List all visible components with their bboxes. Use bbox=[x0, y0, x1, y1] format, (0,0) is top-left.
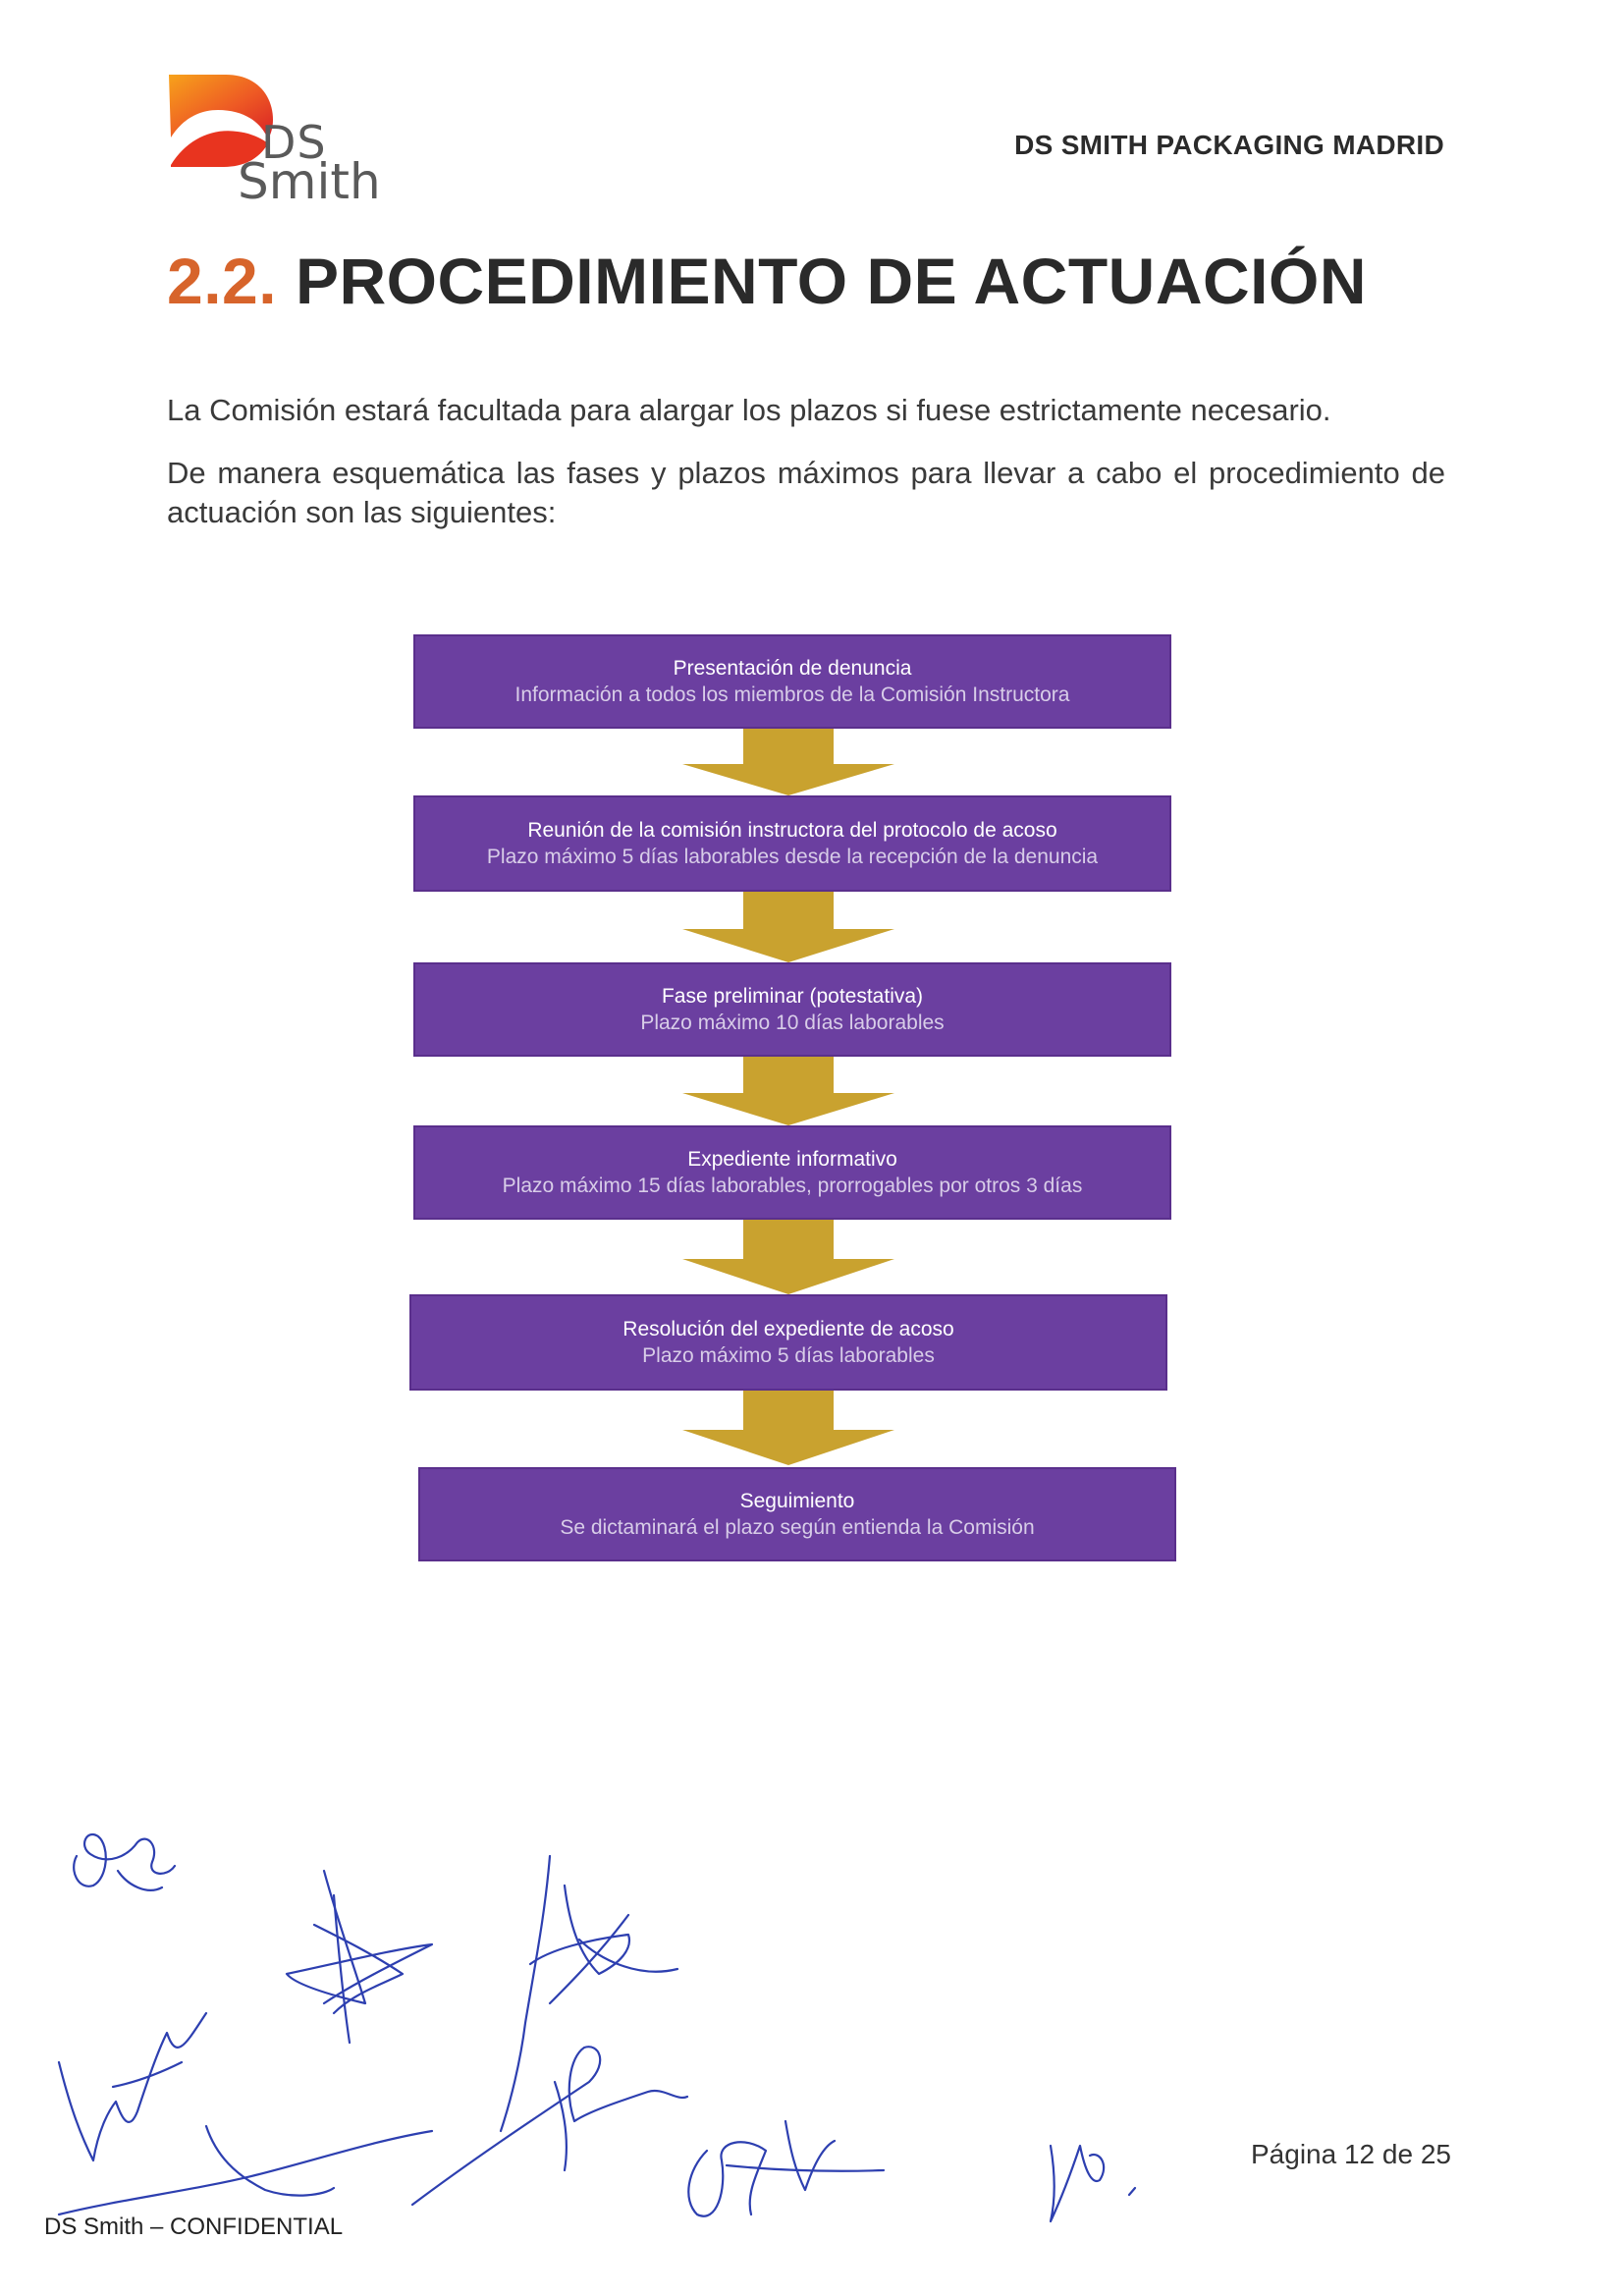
flow-step-title: Reunión de la comisión instructora del protocolo de acoso bbox=[527, 819, 1057, 842]
flow-arrow-icon bbox=[682, 892, 894, 962]
flow-step-title: Seguimiento bbox=[739, 1490, 855, 1512]
flow-step-6 bbox=[418, 1467, 1176, 1561]
flow-step-2 bbox=[413, 795, 1171, 892]
flow-step-5 bbox=[409, 1294, 1167, 1391]
flow-step-title: Expediente informativo bbox=[687, 1148, 897, 1171]
flow-arrow-icon bbox=[682, 1057, 894, 1125]
confidential-footer: DS Smith – CONFIDENTIAL bbox=[44, 2214, 344, 2240]
page-number: Página 12 de 25 bbox=[1251, 2139, 1451, 2169]
logo-ds-text: DS bbox=[261, 116, 327, 169]
flow-step-detail: Plazo máximo 15 días laborables, prorrogables por otros 3 días bbox=[502, 1175, 1083, 1197]
flow-arrow-icon bbox=[682, 1391, 894, 1465]
flow-step-detail: Plazo máximo 5 días laborables bbox=[642, 1344, 935, 1367]
logo-smith-text: Smith bbox=[238, 153, 381, 210]
flow-step-title: Fase preliminar (potestativa) bbox=[661, 985, 924, 1008]
flow-arrow-icon bbox=[682, 1220, 894, 1294]
flow-step-1 bbox=[413, 634, 1171, 729]
flow-step-3 bbox=[413, 962, 1171, 1057]
flow-step-title: Presentación de denuncia bbox=[673, 657, 912, 680]
section-title-text: PROCEDIMIENTO DE ACTUACIÓN bbox=[295, 245, 1367, 317]
section-number: 2.2. bbox=[167, 245, 278, 317]
company-name: DS SMITH PACKAGING MADRID bbox=[1014, 130, 1444, 160]
flow-step-title: Resolución del expediente de acoso bbox=[622, 1318, 954, 1340]
flow-step-detail: Información a todos los miembros de la Comisión Instructora bbox=[514, 683, 1070, 706]
flow-step-detail: Plazo máximo 10 días laborables bbox=[640, 1011, 945, 1034]
flow-step-detail: Plazo máximo 5 días laborables desde la recepción de la denuncia bbox=[486, 846, 1099, 868]
flow-step-detail: Se dictaminará el plazo según entienda la Comisión bbox=[560, 1516, 1035, 1539]
flow-arrow-icon bbox=[682, 729, 894, 795]
flow-step-4 bbox=[413, 1125, 1171, 1220]
paragraph-1: La Comisión estará facultada para alargar los plazos si fuese estrictamente necesario. bbox=[167, 393, 1331, 427]
paragraph-2: De manera esquemática las fases y plazos máximos para llevar a cabo el procedimiento de actuación son las siguientes: bbox=[167, 456, 1445, 529]
